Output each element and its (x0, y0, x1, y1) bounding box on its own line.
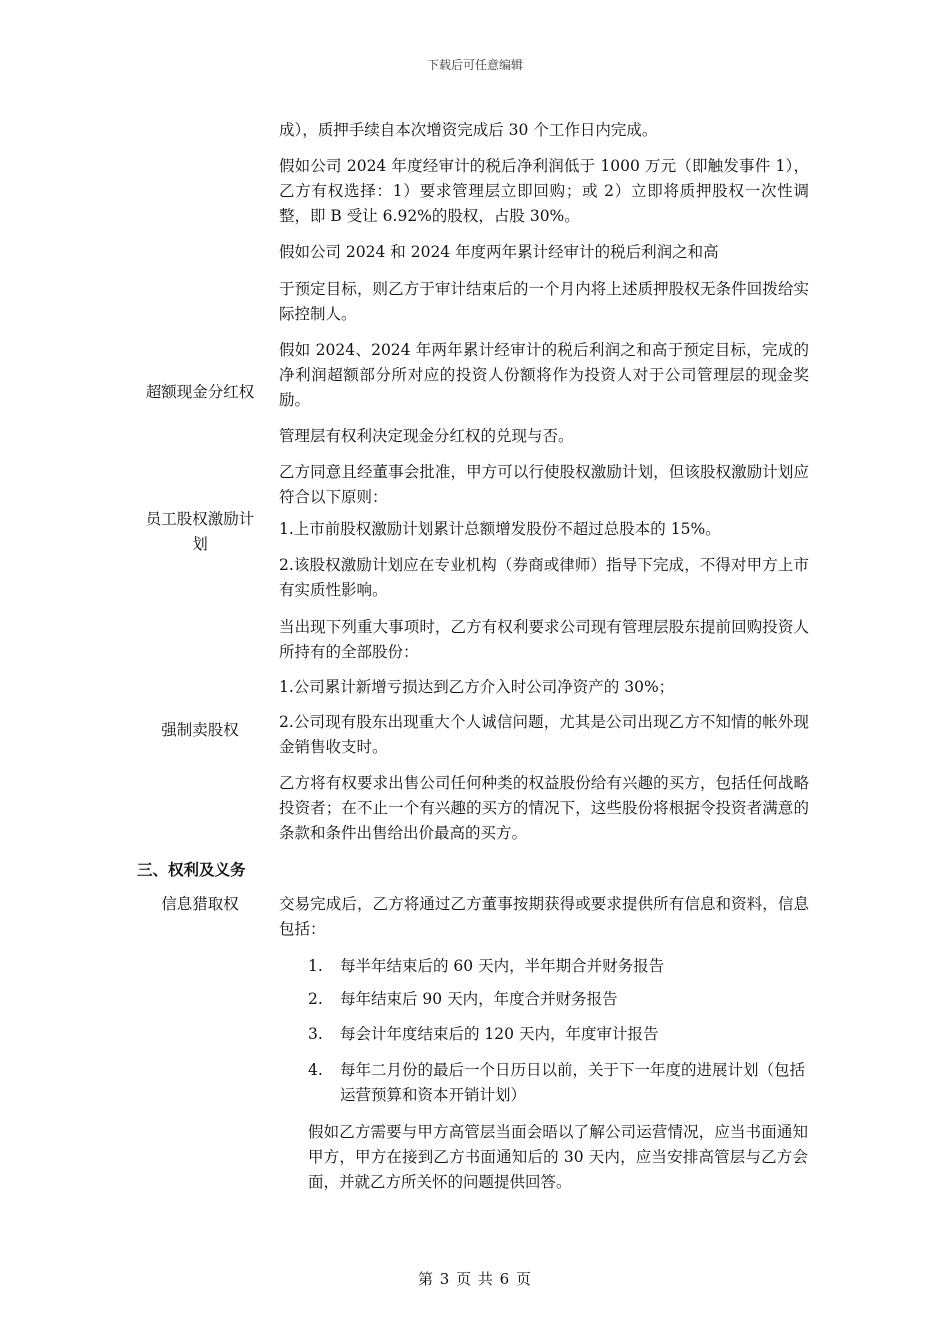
list-item-number: 2. (308, 990, 323, 1008)
list-item-text: 每年二月份的最后一个日历日以前，关于下一年度的进展计划（包括运营预算和资本开销计划） (340, 1061, 806, 1104)
row-label-bonus: 超额现金分红权 (145, 383, 255, 401)
paragraph: 2.公司现有股东出现重大个人诚信问题，尤其是公司出现乙方不知情的帐外现金销售收支时。 (279, 713, 809, 756)
paragraph: 当出现下列重大事项时，乙方有权利要求公司现有管理层股东提前回购投资人所持有的全部股份： (279, 618, 809, 661)
paragraph: 管理层有权利决定现金分红权的兑现与否。 (279, 427, 574, 445)
paragraph: 1.上市前股权激励计划累计总额增发股份不超过总股本的 15%。 (279, 520, 721, 538)
list-item (308, 954, 808, 979)
paragraph: 假如乙方需要与甲方高管层当面会晤以了解公司运营情况，应当书面通知甲方，甲方在接到乙方书面通知后的 30 天内，应当安排高管层与乙方会面，并就乙方所关怀的问题提供回答。 (308, 1123, 808, 1191)
row-label-incentive-line2: 划 (192, 535, 208, 553)
list-item-number: 1. (308, 957, 323, 975)
paragraph: 2.该股权激励计划应在专业机构（券商或律师）指导下完成，不得对甲方上市有实质性影响。 (279, 556, 809, 599)
list-item (308, 1022, 808, 1047)
paragraph: 假如公司 2024 和 2024 年度两年累计经审计的税后利润之和高 (279, 243, 719, 261)
list-item-text: 每会计年度结束后的 120 天内，年度审计报告 (340, 1025, 659, 1043)
row-label-incentive (130, 507, 270, 557)
paragraph: 假如公司 2024 年度经审计的税后净利润低于 1000 万元（即触发事件 1），乙方有权选择：1）要求管理层立即回购；或 2）立即将质押股权一次性调整，即 B 受让 6.92%的股权，占股 30%。 (279, 157, 809, 225)
paragraph: 乙方同意且经董事会批准，甲方可以行使股权激励计划，但该股权激励计划应符合以下原则： (279, 463, 809, 506)
paragraph: 假如 2024、2024 年两年累计经审计的税后利润之和高于预定目标，完成的净利润超额部分所对应的投资人份额将作为投资人对于公司管理层的现金奖励。 (279, 341, 809, 409)
paragraph: 1.公司累计新增亏损达到乙方介入时公司净资产的 30%； (279, 678, 675, 696)
row-label-info: 信息猎取权 (161, 895, 239, 913)
row-label-incentive-line1: 员工股权激励计 (145, 510, 255, 528)
list-item (308, 1058, 808, 1108)
page-footer: 第 3 页 共 6 页 (418, 1270, 532, 1288)
list-item (308, 987, 808, 1012)
row-label-forced-sale: 强制卖股权 (161, 721, 239, 739)
list-item-number: 3. (308, 1025, 323, 1043)
paragraph: 成），质押手续自本次增资完成后 30 个工作日内完成。 (279, 121, 658, 139)
list-item-text: 每年结束后 90 天内，年度合并财务报告 (340, 990, 618, 1008)
list-item-number: 4. (308, 1061, 323, 1079)
paragraph: 乙方将有权要求出售公司任何种类的权益股份给有兴趣的买方，包括任何战略投资者；在不止一个有兴趣的买方的情况下，这些股份将根据令投资者满意的条款和条件出售给出价最高的买方。 (279, 774, 809, 842)
paragraph: 交易完成后，乙方将通过乙方董事按期获得或要求提供所有信息和资料，信息包括： (279, 895, 809, 938)
page-header: 下载后可任意编辑 (426, 58, 523, 72)
paragraph: 于预定目标，则乙方于审计结束后的一个月内将上述质押股权无条件回拨给实际控制人。 (279, 280, 809, 323)
section-title: 三、权利及义务 (137, 860, 246, 879)
list-item-text: 每半年结束后的 60 天内，半年期合并财务报告 (340, 957, 665, 975)
